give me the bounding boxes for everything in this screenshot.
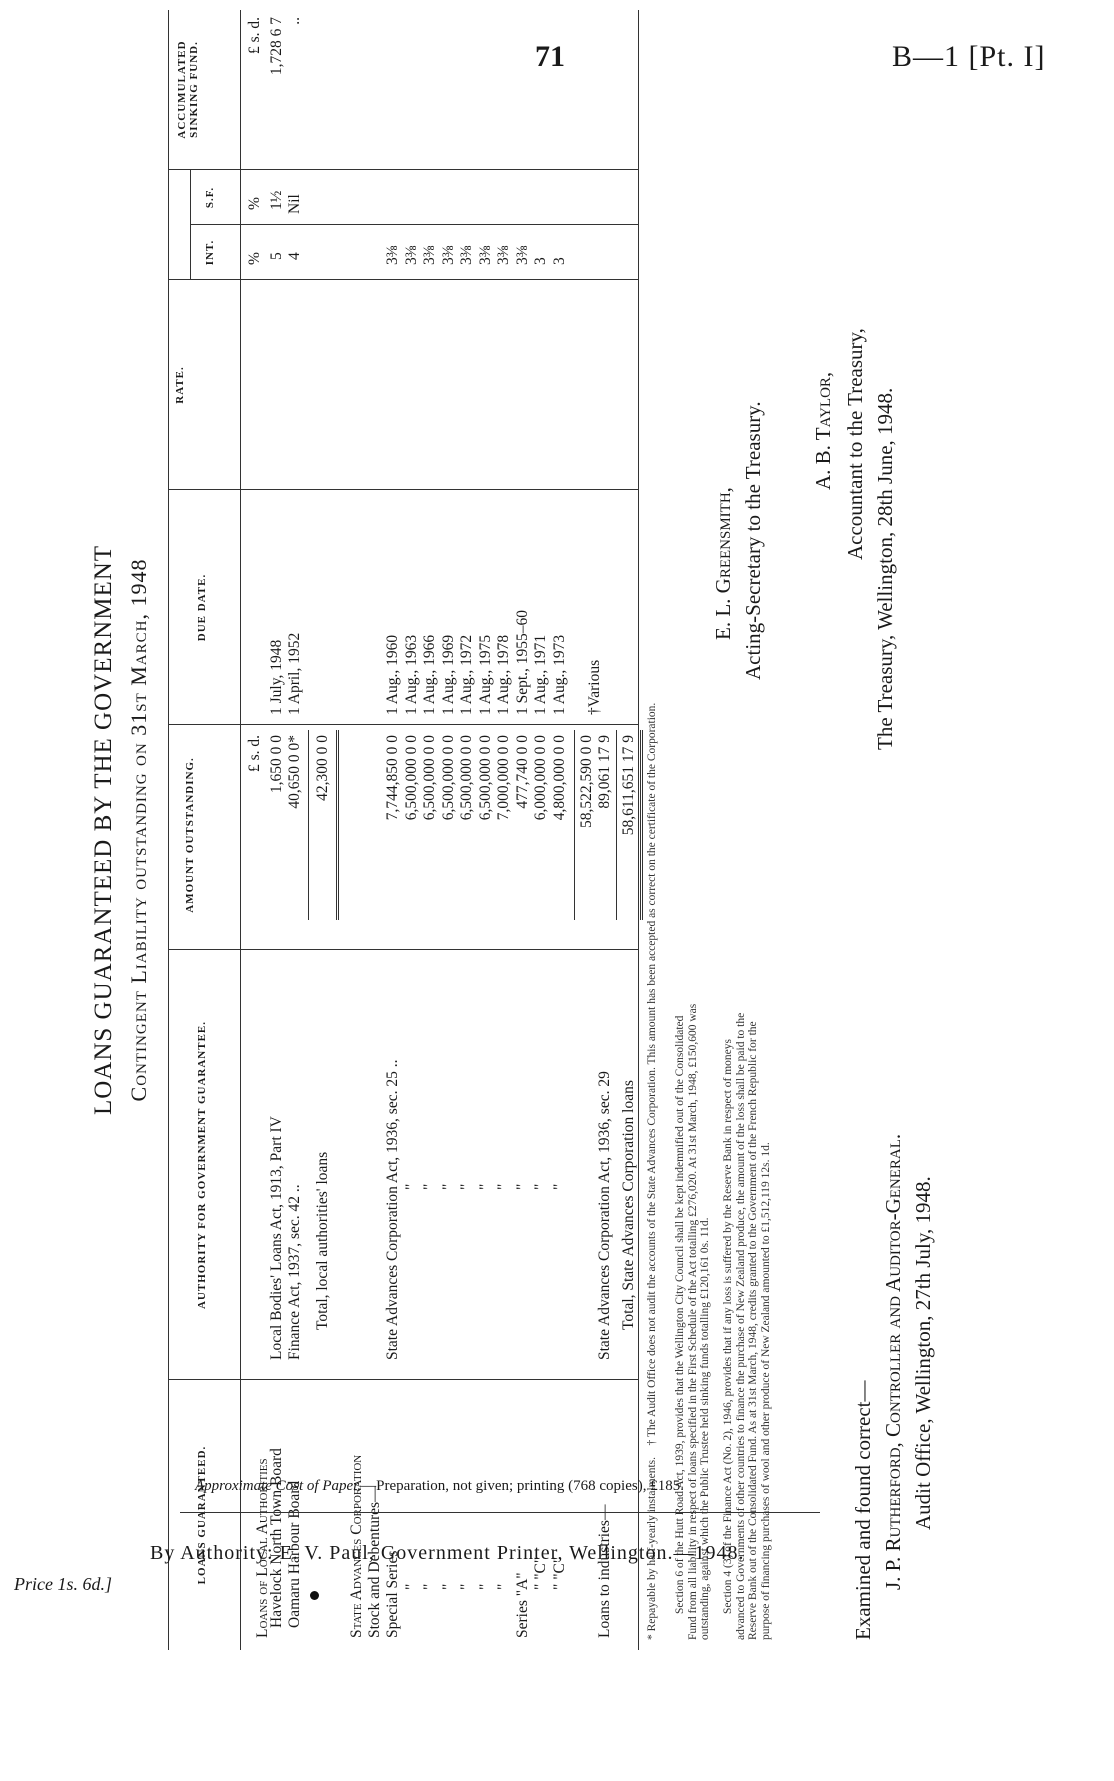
rate-int-cell: 3⅜ — [458, 245, 475, 265]
footer-rule — [180, 1512, 820, 1513]
column-divider — [168, 1379, 638, 1380]
loan-name: Loans to industries— — [596, 1504, 613, 1638]
page-number: 71 — [535, 40, 565, 73]
header-rate-sf: S.F. — [204, 186, 216, 209]
due-date-cell: 1 Aug., 1971 — [532, 634, 549, 715]
due-date-cell: †Various — [586, 659, 603, 715]
total-rule — [336, 730, 339, 920]
signatory-rutherford: J. P. Rutherford, Controller and Auditor-General. — [881, 1133, 905, 1590]
price-note: Price 1s. 6d.] — [14, 1574, 112, 1594]
authority-text: " — [532, 1183, 549, 1190]
unit-sinking-fund: £ s. d. — [246, 17, 263, 55]
printer-authority-line: By Authority: E. V. Paul, Government Printer, Wellington.—1948. — [150, 1542, 745, 1564]
rate-int-cell: 5 — [268, 252, 285, 260]
header-loans: LOANS GUARANTEED. — [196, 1445, 208, 1585]
loan-name: Special Series — [384, 1550, 401, 1638]
rate-int-cell: 4 — [286, 252, 303, 260]
header-amount: AMOUNT OUTSTANDING. — [184, 757, 196, 913]
unit-rate-sf: % — [246, 197, 263, 210]
sac-total-label: Total, State Advances Corporation loans — [620, 1080, 637, 1330]
footnote-dagger: † The Audit Office does not audit the accounts of the State Advances Corporation. This amount has been accepted as correct on the certificate of the Corporation. — [646, 702, 658, 1446]
authority-text: " — [402, 1183, 420, 1190]
due-date-cell: 1 July, 1948 — [268, 639, 285, 715]
footnote-block — [646, 20, 659, 1640]
authority-text: " — [513, 1183, 531, 1190]
column-divider — [168, 169, 638, 170]
due-date-cell: 1 Aug., 1978 — [495, 634, 512, 715]
rate-sf-cell: Nil — [286, 194, 303, 214]
subtotal-rule — [574, 730, 575, 920]
audit-office-line: Audit Office, Wellington, 27th July, 1948. — [911, 1176, 935, 1530]
rate-int-cell: 3⅜ — [513, 245, 531, 265]
sac-total-amount: 58,611,651 17 9 — [620, 735, 637, 836]
loan-name: " — [402, 1583, 420, 1590]
header-rate: RATE. — [174, 366, 186, 404]
examined-statement: Examined and found correct— — [851, 1380, 875, 1640]
amount-cell: 6,500,000 0 0 — [476, 735, 494, 821]
signatory-taylor-place: The Treasury, Wellington, 28th June, 1948. — [873, 387, 897, 750]
column-divider — [190, 224, 638, 225]
subtotal-rule — [308, 730, 309, 920]
cost-note-label: Approximate Cost of Paper. — [195, 1478, 362, 1494]
signatory-greensmith-title: Acting-Secretary to the Treasury. — [741, 401, 765, 680]
unit-rate-int: % — [246, 252, 263, 265]
table-top-rule — [168, 10, 169, 1650]
amount-cell: 477,740 0 0 — [513, 735, 531, 809]
authority-text: Local Bodies' Loans Act, 1913, Part IV — [268, 1116, 285, 1360]
amount-cell: 6,500,000 0 0 — [402, 735, 420, 821]
loan-name: Oamaru Harbour Board — [286, 1480, 303, 1628]
due-date-cell: 1 Sept., 1955–60 — [513, 609, 531, 715]
loan-name: " — [421, 1583, 438, 1590]
due-date-cell: 1 Aug., 1975 — [476, 634, 494, 715]
column-divider — [168, 279, 638, 280]
loan-name: " — [458, 1583, 475, 1590]
rate-int-cell: 3 — [550, 257, 568, 265]
note-finance-act: Section 4 (3) of the Finance Act (No. 2), 1946, provides that if any loss is suffered by the Reserve Bank in respect of moneys advanced to Governments of other countries to finance the purchase of New Zealand produce, the amount of the loss shall be paid to the Reserve Bank out of the Consolidated Fund. As at 31st March, 1948, credits granted to the Government of the French Republic for the purpose of financing purchases of wool and other produce of New Zealand amounted to £1,512,119 12s. 1d. — [722, 1012, 772, 1640]
due-date-cell: 1 Aug., 1973 — [550, 634, 568, 715]
header-authority: AUTHORITY FOR GOVERNMENT GUARANTEE. — [196, 1020, 208, 1310]
rate-int-cell: 3⅜ — [439, 245, 457, 265]
loan-name: " "C" — [550, 1556, 568, 1590]
column-divider — [168, 949, 638, 950]
rate-sf-cell: 1½ — [268, 190, 285, 210]
authority-text: " — [439, 1183, 457, 1190]
page-subtitle: Contingent Liability outstanding on 31st March, 1948 — [126, 558, 151, 1102]
amount-cell: 6,000,000 0 0 — [532, 735, 549, 821]
rate-int-cell: 3⅜ — [476, 245, 494, 265]
loan-name: Series "A" — [513, 1572, 531, 1638]
amount-cell: 6,500,000 0 0 — [421, 735, 438, 821]
amount-cell: 7,744,850 0 0 — [384, 735, 401, 821]
amount-cell: 89,061 17 9 — [596, 735, 613, 809]
cost-note — [195, 1478, 684, 1495]
authority-text: " — [458, 1183, 475, 1190]
due-date-cell: 1 Aug., 1969 — [439, 634, 457, 715]
column-divider — [168, 489, 638, 490]
section-state-advances: State Advances Corporation — [348, 1454, 365, 1638]
section-stock-debentures: Stock and Debentures— — [366, 1486, 383, 1638]
authority-text: " — [476, 1183, 494, 1190]
note-hutt-road: Section 6 of the Hutt Road Act, 1939, provides that the Wellington City Council shall be kept indemnified out of the Consolidated Fund from all liability in respect of loans specified in the First Schedule of the Act totalling £276,020. At 31st March, 1948, £150,600 was outstanding, against which the Public Trustee held sinking funds totalling £120,161 0s. 11d. — [674, 1003, 711, 1640]
authority-text: " — [550, 1183, 568, 1190]
authority-text: " — [495, 1183, 512, 1190]
signatory-greensmith: E. L. Greensmith, — [711, 487, 735, 640]
column-divider — [168, 724, 638, 725]
rotated-table-block — [90, 10, 1114, 1650]
loan-name: Havelock North Town Board — [268, 1448, 285, 1628]
document-reference: B—1 [Pt. I] — [892, 40, 1046, 73]
rate-int-cell: 3⅜ — [402, 245, 420, 265]
amount-cell: 1,650 0 0 — [268, 735, 285, 794]
total-rule — [640, 730, 643, 920]
rate-int-cell: 3 — [532, 257, 549, 265]
rate-int-cell: 3⅜ — [495, 245, 512, 265]
page-title: LOANS GUARANTEED BY THE GOVERNMENT — [90, 544, 117, 1116]
amount-cell: 6,500,000 0 0 — [439, 735, 457, 821]
sinking-fund-cell: .. — [286, 17, 303, 25]
section-local-authorities: Loans of Local Authorities — [254, 1458, 271, 1638]
loan-name: " "C" — [532, 1556, 549, 1590]
local-total-label: Total, local authorities' loans — [314, 1151, 331, 1330]
due-date-cell: 1 Aug., 1960 — [384, 634, 401, 715]
header-rate-int: INT. — [204, 239, 216, 266]
local-total-amount: 42,300 0 0 — [314, 735, 331, 801]
loan-name: " — [476, 1583, 494, 1590]
authority-text: Finance Act, 1937, sec. 42 .. — [286, 1184, 303, 1360]
due-date-cell: 1 Aug., 1966 — [421, 634, 438, 715]
authority-text: State Advances Corporation Act, 1936, sec. 29 — [596, 1071, 613, 1360]
amount-cell: 4,800,000 0 0 — [550, 735, 568, 821]
authority-text: State Advances Corporation Act, 1936, sec. 25 .. — [384, 1059, 401, 1360]
loan-name: " — [439, 1583, 457, 1590]
rate-int-cell: 3⅜ — [421, 245, 438, 265]
signatory-taylor-title: Accountant to the Treasury, — [843, 328, 867, 560]
sac-subtotal-amount: 58,522,590 0 0 — [578, 735, 595, 828]
due-date-cell: 1 Aug., 1972 — [458, 634, 475, 715]
loan-name: " — [495, 1583, 512, 1590]
amount-cell: 6,500,000 0 0 — [458, 735, 475, 821]
signatory-taylor: A. B. Taylor, — [811, 371, 835, 490]
amount-cell: 7,000,000 0 0 — [495, 735, 512, 821]
amount-cell: 40,650 0 0* — [286, 735, 303, 809]
cost-note-text: —Preparation, not given; printing (768 copies), £185. — [361, 1478, 684, 1494]
header-bottom-rule — [240, 10, 241, 1650]
authority-text: " — [421, 1183, 438, 1190]
sinking-fund-cell: 1,728 6 7 — [268, 17, 285, 76]
bullet-icon — [310, 1591, 319, 1600]
rate-int-cell: 3⅜ — [384, 245, 401, 265]
subtotal-rule — [616, 730, 617, 920]
unit-amount: £ s. d. — [246, 735, 263, 773]
footnote-star: * Repayable by half-yearly instalments. — [646, 1457, 658, 1640]
due-date-cell: 1 Aug., 1963 — [402, 634, 420, 715]
due-date-cell: 1 April, 1952 — [286, 632, 303, 715]
header-sinking-fund: ACCUMULATED SINKING FUND. — [176, 40, 200, 139]
header-due-date: DUE DATE. — [196, 573, 208, 642]
rate-header-rule — [190, 170, 191, 280]
